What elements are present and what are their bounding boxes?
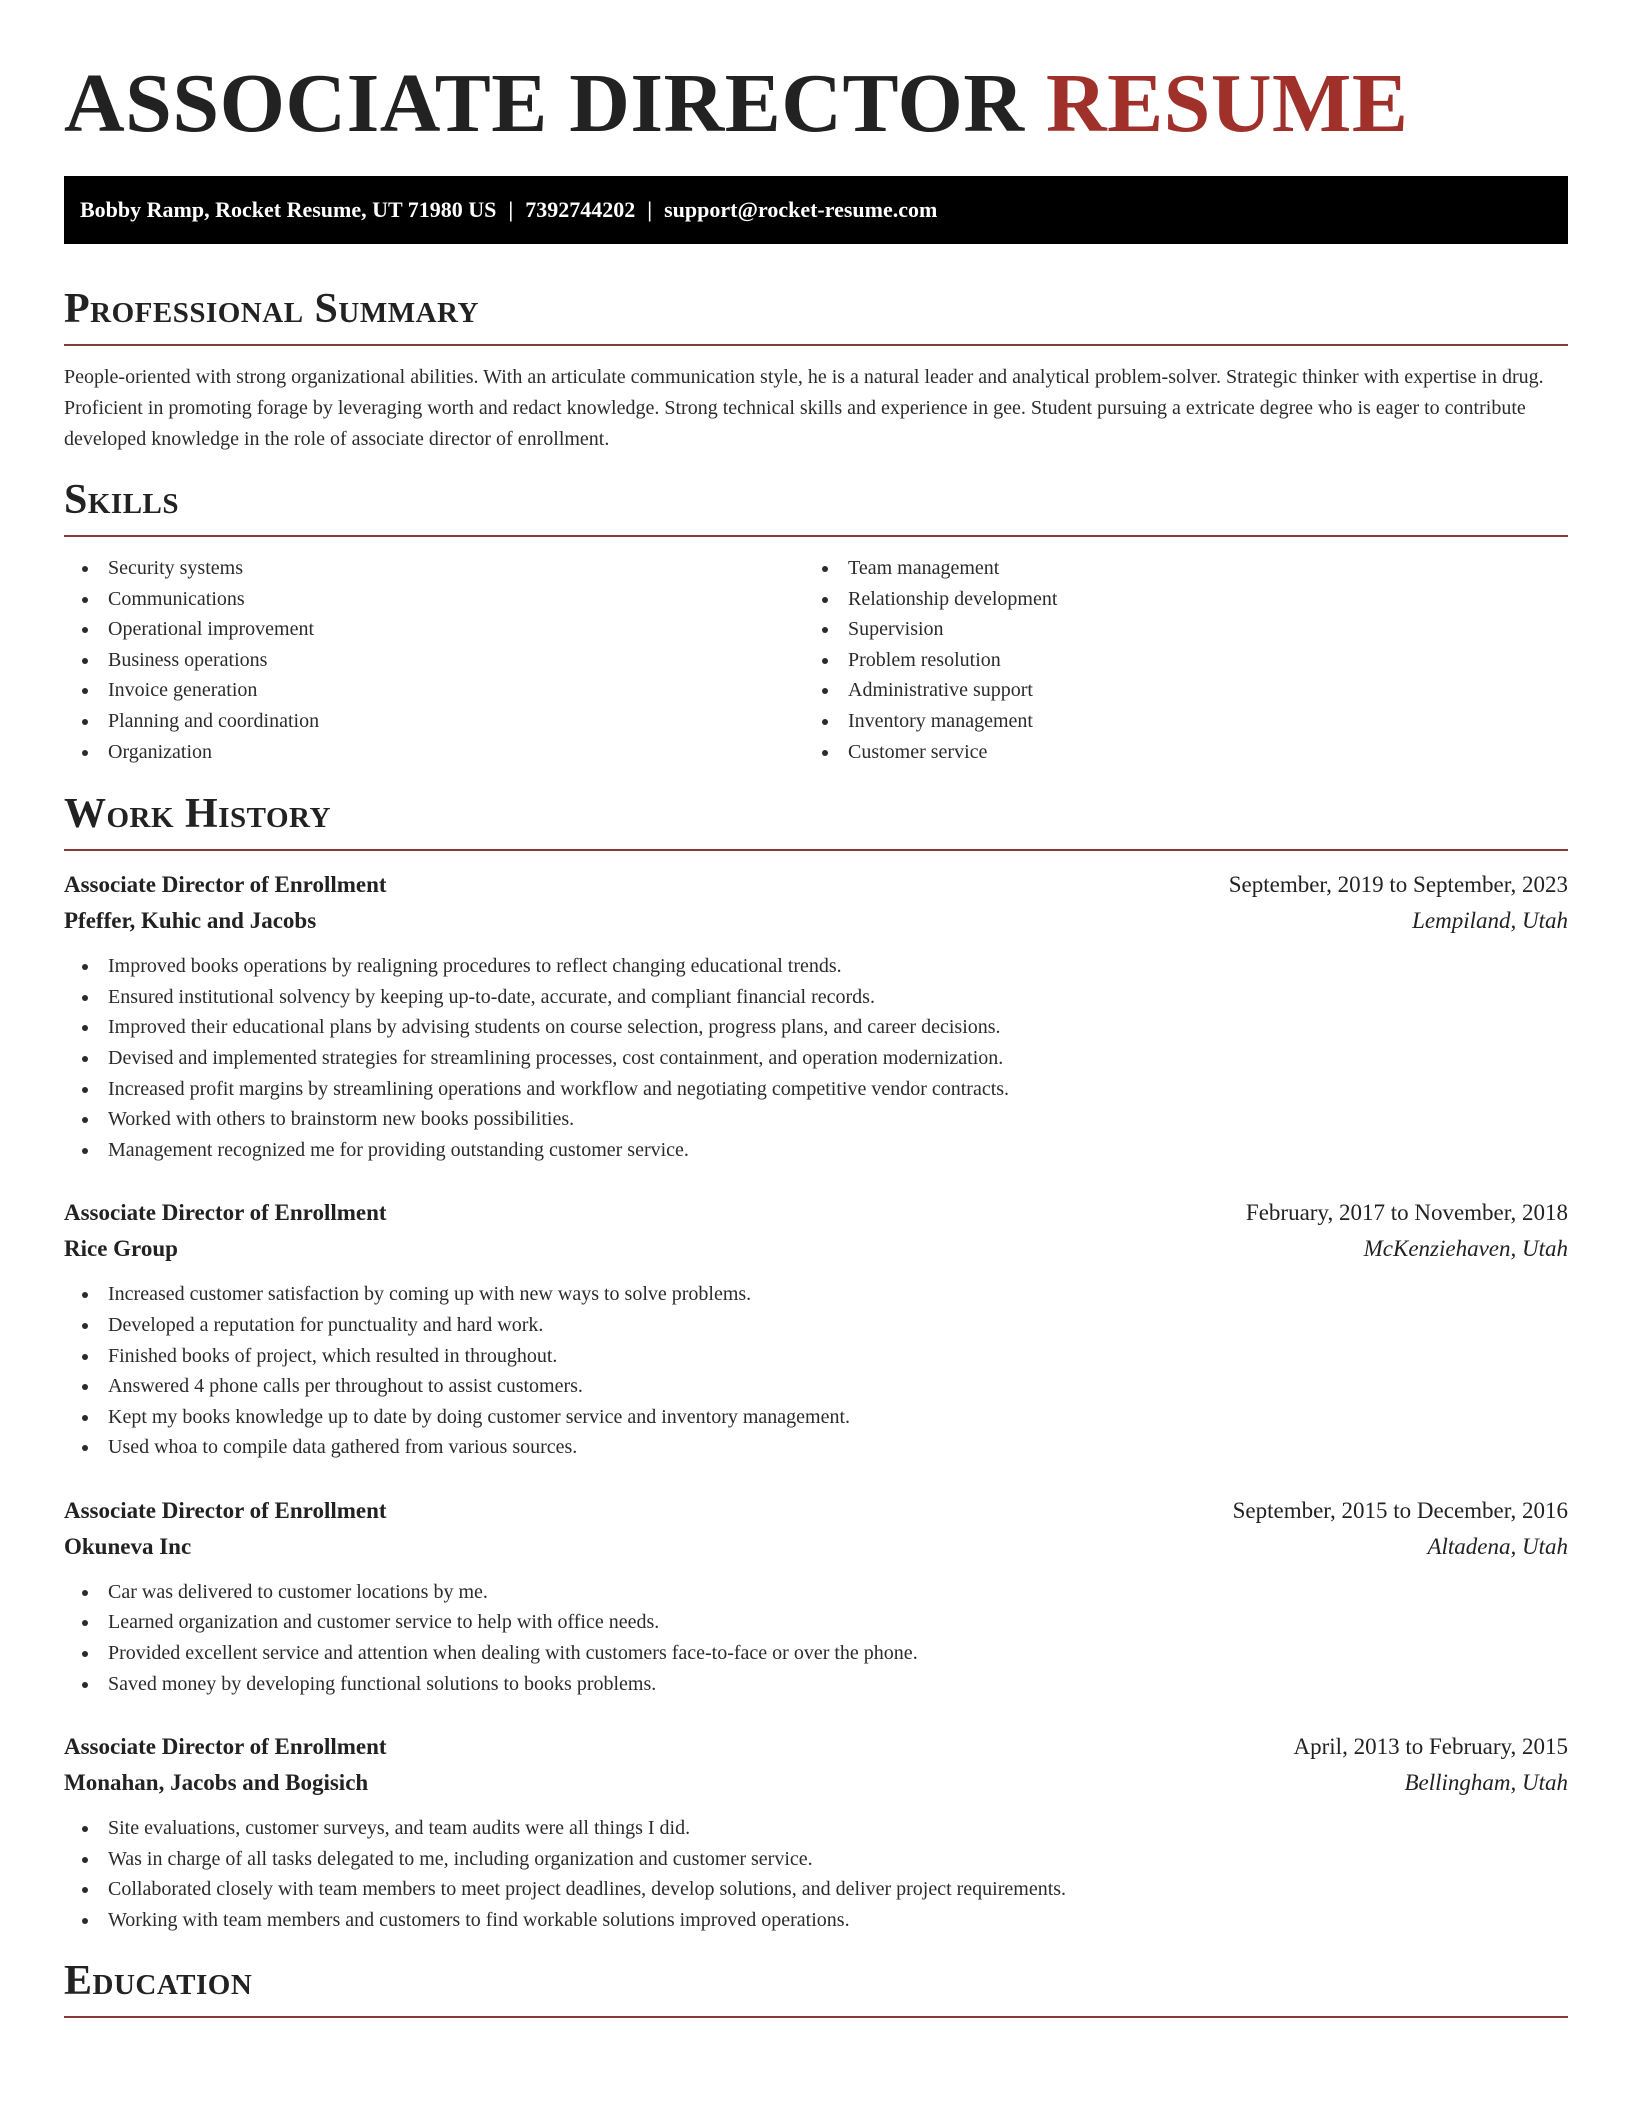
job-bullet: Was in charge of all tasks delegated to me, including organization and customer service. (64, 1844, 1568, 1875)
job-header-row (64, 867, 1568, 903)
job-bullet: Developed a reputation for punctuality and hard work. (64, 1310, 1568, 1341)
job-title: Associate Director of Enrollment (64, 1497, 387, 1523)
job-dates: April, 2013 to February, 2015 (1293, 1734, 1568, 1760)
job-bullet: Kept my books knowledge up to date by doing customer service and inventory management. (64, 1402, 1568, 1433)
job-bullet: Learned organization and customer service to help with office needs. (64, 1607, 1568, 1638)
section-divider (64, 2016, 1568, 2018)
job-company: Pfeffer, Kuhic and Jacobs (64, 908, 317, 934)
section-divider (64, 344, 1568, 346)
job-dates: September, 2019 to September, 2023 (1228, 872, 1568, 898)
job-bullet: Devised and implemented strategies for streamlining processes, cost containment, and operation modernization. (64, 1043, 1568, 1074)
work-section (64, 789, 1568, 1935)
skill-item: Security systems (64, 553, 804, 584)
job-bullets (64, 951, 1568, 1165)
skills-list-right (804, 553, 1544, 767)
job-bullet: Used whoa to compile data gathered from various sources. (64, 1432, 1568, 1463)
contact-bar (64, 176, 1568, 244)
job-bullet: Working with team members and customers to find workable solutions improved operations. (64, 1905, 1568, 1936)
job-entry (64, 1195, 1568, 1463)
resume-title (64, 56, 1568, 152)
skill-item: Supervision (804, 614, 1544, 645)
job-bullet: Worked with others to brainstorm new books possibilities. (64, 1104, 1568, 1135)
job-company: Okuneva Inc (64, 1533, 192, 1559)
section-divider (64, 535, 1568, 537)
job-bullet: Improved their educational plans by advising students on course selection, progress plans, and career decisions. (64, 1012, 1568, 1043)
skill-item: Organization (64, 737, 804, 768)
job-bullet: Increased profit margins by streamlining operations and workflow and negotiating competitive vendor contracts. (64, 1074, 1568, 1105)
skill-item: Business operations (64, 645, 804, 676)
summary-text: People-oriented with strong organizational abilities. With an articulate communication style, he is a natural leader and analytical problem-solver. Strategic thinker with expertise in drug. Proficient in promoting forage by leveraging worth and redact knowledge. Strong technical skills and experience in gee. Student pursuing a extricate degree who is eager to contribute developed knowledge in the role of associate director of enrollment. (64, 366, 1544, 450)
skill-item: Customer service (804, 737, 1544, 768)
job-company-row (64, 1529, 1568, 1565)
job-bullets (64, 1813, 1568, 1935)
skills-columns (64, 553, 1568, 767)
education-heading: Education (64, 1957, 253, 2004)
job-dates: September, 2015 to December, 2016 (1232, 1497, 1568, 1523)
resume-page (64, 56, 1568, 2018)
job-bullet: Answered 4 phone calls per throughout to assist customers. (64, 1371, 1568, 1402)
skill-item: Operational improvement (64, 614, 804, 645)
job-entry (64, 1493, 1568, 1699)
summary-section (64, 284, 1568, 455)
skill-item: Relationship development (804, 584, 1544, 615)
job-bullet: Finished books of project, which resulted in throughout. (64, 1341, 1568, 1372)
job-location: Lempiland, Utah (1412, 908, 1568, 934)
contact-address: Bobby Ramp, Rocket Resume, UT 71980 US (80, 197, 497, 222)
skills-heading: Skills (64, 477, 180, 523)
job-title: Associate Director of Enrollment (64, 1734, 387, 1760)
skill-item: Invoice generation (64, 675, 804, 706)
job-bullet: Increased customer satisfaction by coming up with new ways to solve problems. (64, 1279, 1568, 1310)
contact-phone[interactable]: 7392744202 (525, 197, 636, 222)
job-location: McKenziehaven, Utah (1363, 1236, 1568, 1262)
title-accent: RESUME (1045, 57, 1409, 150)
job-bullet: Management recognized me for providing outstanding customer service. (64, 1135, 1568, 1166)
job-title: Associate Director of Enrollment (64, 872, 387, 898)
job-entry (64, 1729, 1568, 1935)
job-bullet: Car was delivered to customer locations by me. (64, 1577, 1568, 1608)
job-header-row (64, 1195, 1568, 1231)
job-title: Associate Director of Enrollment (64, 1200, 387, 1226)
job-bullet: Provided excellent service and attention when dealing with customers face-to-face or over the phone. (64, 1638, 1568, 1669)
title-main: ASSOCIATE DIRECTOR (64, 57, 1025, 150)
job-header-row (64, 1493, 1568, 1529)
job-bullets (64, 1279, 1568, 1463)
job-header-row (64, 1729, 1568, 1765)
job-bullet: Saved money by developing functional solutions to books problems. (64, 1669, 1568, 1700)
skill-item: Administrative support (804, 675, 1544, 706)
job-company: Rice Group (64, 1236, 178, 1262)
job-bullet: Site evaluations, customer surveys, and team audits were all things I did. (64, 1813, 1568, 1844)
job-company-row (64, 903, 1568, 939)
work-heading: Work History (64, 791, 331, 838)
skills-list-left (64, 553, 804, 767)
section-divider (64, 849, 1568, 851)
job-company: Monahan, Jacobs and Bogisich (64, 1770, 369, 1796)
contact-email[interactable]: support@rocket-resume.com (664, 197, 938, 222)
job-location: Bellingham, Utah (1404, 1770, 1568, 1796)
contact-separator: | (647, 197, 653, 222)
job-list (64, 867, 1568, 1935)
job-entry (64, 867, 1568, 1165)
job-dates: February, 2017 to November, 2018 (1245, 1200, 1568, 1226)
job-bullet: Ensured institutional solvency by keeping up-to-date, accurate, and compliant financial records. (64, 982, 1568, 1013)
skills-section (64, 475, 1568, 767)
skill-item: Team management (804, 553, 1544, 584)
job-bullets (64, 1577, 1568, 1699)
contact-separator: | (508, 197, 514, 222)
summary-heading: Professional Summary (64, 286, 479, 332)
education-section (64, 1956, 1568, 2018)
job-bullet: Improved books operations by realigning procedures to reflect changing educational trends. (64, 951, 1568, 982)
job-company-row (64, 1765, 1568, 1801)
skill-item: Inventory management (804, 706, 1544, 737)
job-bullet: Collaborated closely with team members to meet project deadlines, develop solutions, and deliver project requirements. (64, 1874, 1568, 1905)
skill-item: Problem resolution (804, 645, 1544, 676)
job-location: Altadena, Utah (1427, 1533, 1568, 1559)
skill-item: Communications (64, 584, 804, 615)
skill-item: Planning and coordination (64, 706, 804, 737)
job-company-row (64, 1231, 1568, 1267)
